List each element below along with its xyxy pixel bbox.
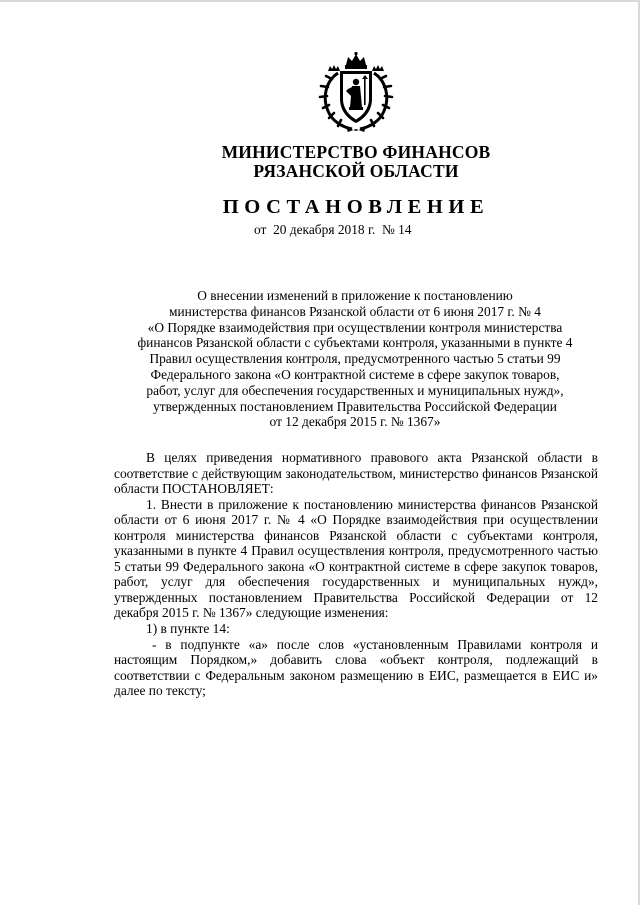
coat-of-arms-icon (318, 51, 394, 133)
scan-edge-top (0, 0, 640, 2)
document-title (110, 288, 600, 430)
title-line: работ, услуг для обеспечения государственных и муниципальных нужд», (146, 382, 564, 398)
preamble-paragraph: В целях приведения нормативного правового акта Рязанской области в соответствие с действующим законодательством, министерство финансов Рязанской области ПОСТАНОВЛЯЕТ: (114, 450, 598, 497)
title-line: Федерального закона «О контрактной системе в сфере закупок товаров, (150, 366, 560, 382)
title-line: «О Порядке взаимодействия при осуществлении контроля министерства (147, 319, 563, 335)
item-1-paragraph: 1. Внести в приложение к постановлению министерства финансов Рязанской области от 6 июня 2017 г. № 4 «О Порядке взаимодействия при осуществлении контроля министерства финансов Рязанской области с субъектами контроля, указанными в пункте 4 Правил осуществления контроля, предусмотренного частью 5 статьи 99 Федерального закона «О контрактной системе в сфере закупок товаров, работ, услуг для обеспечения государственных и муниципальных нужд», утвержденных постановлением Правительства Российской Федерации от 12 декабря 2015 г. № 1367» следующие изменения: (114, 496, 598, 621)
title-line: министерства финансов Рязанской области от 6 июня 2017 г. № 4 (169, 303, 541, 319)
document-type-heading: ПОСТАНОВЛЕНИЕ (222, 196, 490, 218)
title-line: от 12 декабря 2015 г. № 1367» (269, 414, 441, 430)
title-line: О внесении изменений в приложение к постановлению (197, 288, 513, 303)
title-line: Правил осуществления контроля, предусмотренного частью 5 статьи 99 (149, 351, 561, 367)
document-body (114, 450, 598, 699)
document-date-number: от 20 декабря 2018 г. № 14 (254, 222, 412, 237)
subitem-1-paragraph: 1) в пункте 14: (146, 621, 230, 637)
title-line: утвержденных постановлением Правительства Российской Федерации (153, 398, 557, 414)
subitem-1a-paragraph: - в подпункте «а» после слов «установленным Правилами контроля и настоящим Порядком,» добавить слова «объект контроля, подлежащий в соответствии с Федеральным законом размещению в ЕИС, размещается в ЕИС и» далее по тексту; (114, 636, 598, 699)
ministry-name-line1: МИНИСТЕРСТВО ФИНАНСОВ (221, 142, 491, 162)
title-line: финансов Рязанской области с субъектами контроля, указанными в пункте 4 (137, 335, 573, 351)
ministry-name-line2: РЯЗАНСКОЙ ОБЛАСТИ (253, 161, 459, 181)
